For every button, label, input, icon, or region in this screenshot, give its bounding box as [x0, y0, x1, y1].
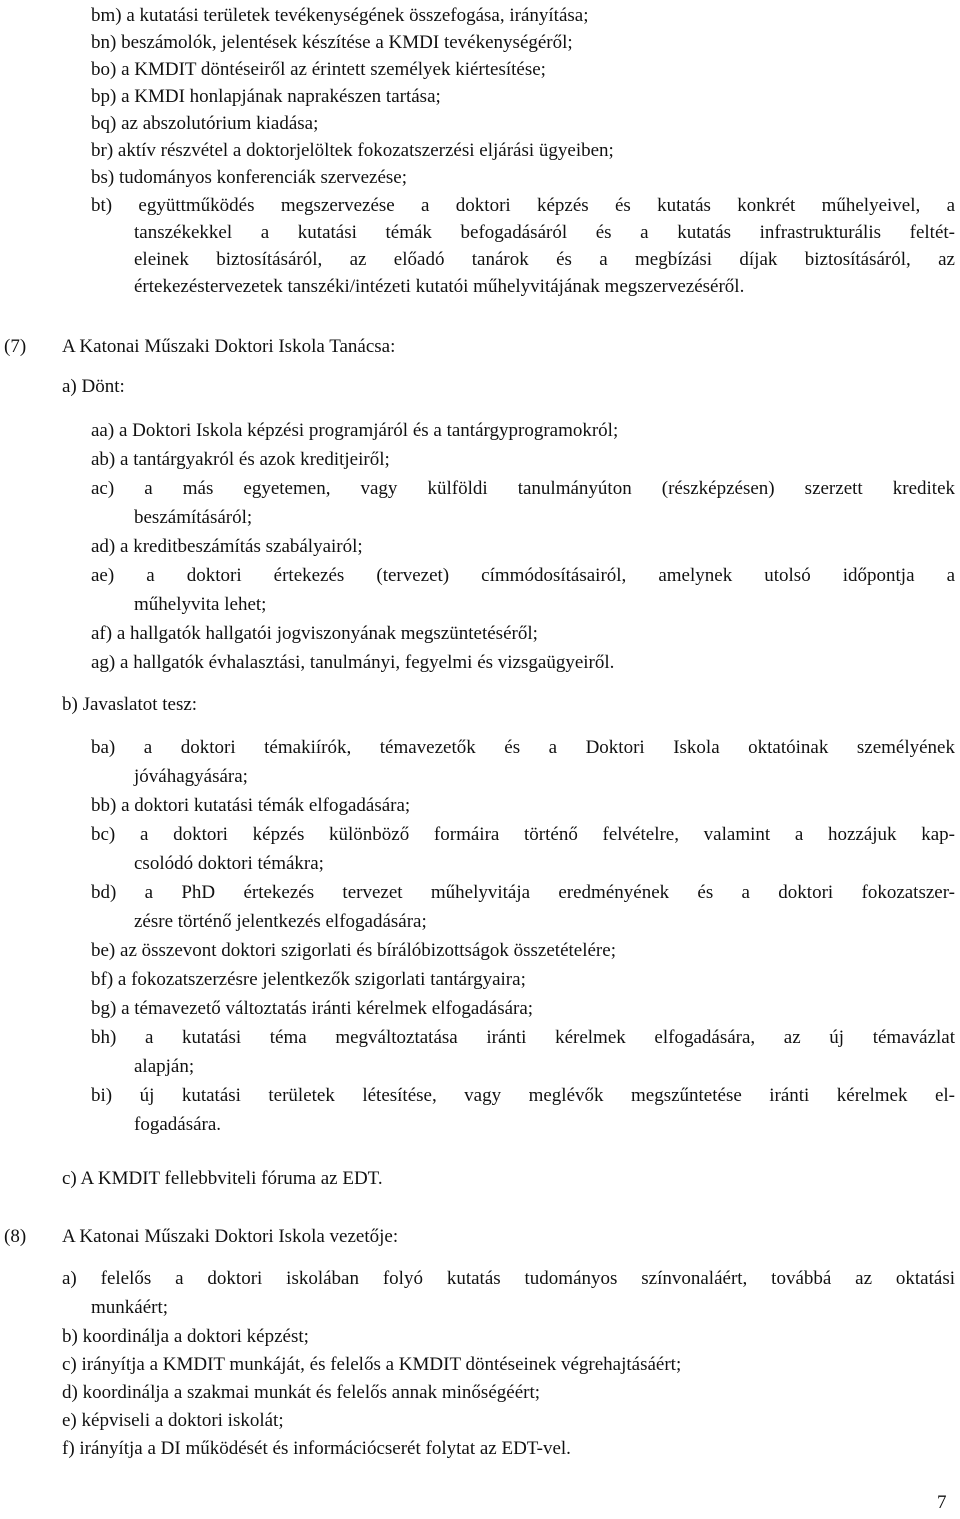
list-item-ae-line1: ae) a doktori értekezés (tervezet) címmódosításairól, amelynek utolsó időpontja a: [91, 565, 955, 586]
section-7-title: A Katonai Műszaki Doktori Iskola Tanácsa:: [62, 336, 396, 357]
list-item-bb: bb) a doktori kutatási témák elfogadására;: [91, 795, 411, 816]
list-item-be: be) az összevont doktori szigorlati és bírálóbizottságok összetételére;: [91, 940, 616, 961]
list-item-bh-line2: alapján;: [134, 1056, 195, 1077]
list-item-bi-line2: fogadására.: [134, 1114, 222, 1135]
list-item-f: f) irányítja a DI működését és információcserét folytat az EDT-vel.: [62, 1438, 571, 1459]
list-item-ac-line1: ac) a más egyetemen, vagy külföldi tanulmányúton (részképzésen) szerzett kreditek: [91, 478, 955, 499]
list-item-bf: bf) a fokozatszerzésre jelentkezők szigorlati tantárgyaira;: [91, 969, 526, 990]
section-7-c-item: c) A KMDIT fellebbviteli fóruma az EDT.: [62, 1168, 383, 1189]
list-item-a-line1: a) felelős a doktori iskolában folyó kutatás tudományos színvonaláért, továbbá az oktatási: [62, 1268, 955, 1289]
list-item-bt-line3: eleinek biztosításáról, az előadó tanárok és a megbízási díjak biztosításáról, az: [134, 249, 955, 270]
list-item-ae-line2: műhelyvita lehet;: [134, 594, 267, 615]
list-item-bq: bq) az abszolutórium kiadása;: [91, 113, 319, 134]
list-item-c: c) irányítja a KMDIT munkáját, és felelős a KMDIT döntéseinek végrehajtásáért;: [62, 1354, 682, 1375]
list-item-br: br) aktív részvétel a doktorjelöltek fokozatszerzési eljárási ügyeiben;: [91, 140, 614, 161]
list-item-bt-line4: értekezéstervezetek tanszéki/intézeti kutatói műhelyvitájának megszervezéséről.: [134, 276, 745, 297]
list-item-bi-line1: bi) új kutatási területek létesítése, vagy meglévők megszűntetése iránti kérelmek el-: [91, 1085, 955, 1106]
list-item-d: d) koordinálja a szakmai munkát és felelős annak minőségéért;: [62, 1382, 541, 1403]
list-item-bt-line1: bt) együttműködés megszervezése a doktori képzés és kutatás konkrét műhelyeivel, a: [91, 195, 955, 216]
list-item-bc-line1: bc) a doktori képzés különböző formáira történő felvételre, valamint a hozzájuk kap-: [91, 824, 955, 845]
list-item-af: af) a hallgatók hallgatói jogviszonyának megszüntetéséről;: [91, 623, 538, 644]
list-item-bh-line1: bh) a kutatási téma megváltoztatása iránti kérelmek elfogadására, az új témavázlat: [91, 1027, 955, 1048]
list-item-bg: bg) a témavezető változtatás iránti kérelmek elfogadására;: [91, 998, 534, 1019]
list-item-bt-line2: tanszékekkel a kutatási témák befogadásáról és a kutatás infrastrukturális feltét-: [134, 222, 955, 243]
list-item-bd-line1: bd) a PhD értekezés tervezet műhelyvitája eredményének és a doktori fokozatszer-: [91, 882, 955, 903]
list-item-bo: bo) a KMDIT döntéseiről az érintett személyek kiértesítése;: [91, 59, 546, 80]
list-item-ad: ad) a kreditbeszámítás szabályairól;: [91, 536, 363, 557]
list-item-ab: ab) a tantárgyakról és azok kreditjeiről;: [91, 449, 390, 470]
list-item-bn: bn) beszámolók, jelentések készítése a KMDI tevékenységéről;: [91, 32, 573, 53]
section-7-b-heading: b) Javaslatot tesz:: [62, 694, 198, 715]
list-item-bm: bm) a kutatási területek tevékenységének összefogása, irányítása;: [91, 5, 589, 26]
list-item-ag: ag) a hallgatók évhalasztási, tanulmányi, fegyelmi és vizsgaügyeiről.: [91, 652, 615, 673]
list-item-ac-line2: beszámításáról;: [134, 507, 253, 528]
list-item-a-line2: munkáért;: [91, 1297, 169, 1318]
list-item-e: e) képviseli a doktori iskolát;: [62, 1410, 284, 1431]
list-item-bc-line2: csolódó doktori témákra;: [134, 853, 324, 874]
list-item-bs: bs) tudományos konferenciák szervezése;: [91, 167, 408, 188]
section-8-number: (8): [4, 1226, 27, 1247]
list-item-bp: bp) a KMDI honlapjának naprakészen tartása;: [91, 86, 441, 107]
section-7-number: (7): [4, 336, 27, 357]
page-number: 7: [937, 1492, 947, 1513]
list-item-aa: aa) a Doktori Iskola képzési programjáról és a tantárgyprogramokról;: [91, 420, 619, 441]
list-item-ba-line2: jóváhagyására;: [134, 766, 248, 787]
list-item-ba-line1: ba) a doktori témakiírók, témavezetők és a Doktori Iskola oktatóinak személyének: [91, 737, 955, 758]
list-item-bd-line2: zésre történő jelentkezés elfogadására;: [134, 911, 427, 932]
section-7-a-heading: a) Dönt:: [62, 376, 125, 397]
section-8-title: A Katonai Műszaki Doktori Iskola vezetője:: [62, 1226, 399, 1247]
list-item-b: b) koordinálja a doktori képzést;: [62, 1326, 309, 1347]
